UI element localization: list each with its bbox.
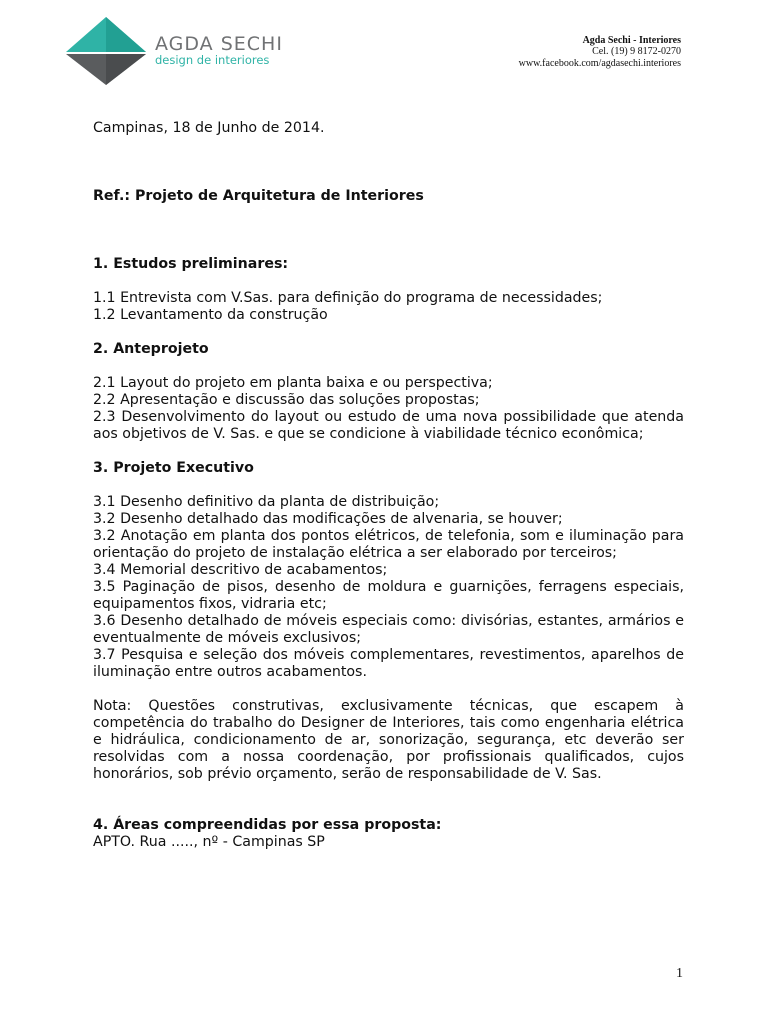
- brand-name: AGDA SECHI: [155, 33, 283, 55]
- document-body: [93, 120, 684, 851]
- section-3-item: 3.7 Pesquisa e seleção dos móveis complementares, revestimentos, aparelhos de iluminação entre outros acabamentos.: [93, 647, 684, 680]
- company-logo: [66, 16, 283, 86]
- section-3-item: 3.6 Desenho detalhado de móveis especiais como: divisórias, estantes, armários e eventualmente de móveis exclusivos;: [93, 613, 684, 646]
- section-3-item: 3.4 Memorial descritivo de acabamentos;: [93, 562, 388, 578]
- section-3-item: 3.5 Paginação de pisos, desenho de moldura e guarnições, ferragens especiais, equipamentos fixos, vidraria etc;: [93, 579, 684, 612]
- note-paragraph: Nota: Questões construtivas, exclusivamente técnicas, que escapem à competência do trabalho do Designer de Interiores, tais como engenharia elétrica e hidráulica, condicionamento de ar, sonorização, segurança, etc deverão ser resolvidas com a nossa coordenação, por profissionais qualificados, cujos honorários, sob prévio orçamento, serão de responsabilidade de V. Sas.: [93, 698, 684, 782]
- section-1-item: 1.1 Entrevista com V.Sas. para definição do programa de necessidades;: [93, 290, 603, 306]
- section-1-item: 1.2 Levantamento da construção: [93, 307, 328, 323]
- contact-block: [519, 35, 681, 69]
- date-line: Campinas, 18 de Junho de 2014.: [93, 120, 325, 136]
- section-3-item: 3.2 Desenho detalhado das modificações de alvenaria, se houver;: [93, 511, 563, 527]
- section-2-item: 2.1 Layout do projeto em planta baixa e ou perspectiva;: [93, 375, 493, 391]
- section-3-item: 3.1 Desenho definitivo da planta de distribuição;: [93, 494, 440, 510]
- section-2-item: 2.2 Apresentação e discussão das soluções propostas;: [93, 392, 480, 408]
- page-number: 1: [676, 966, 683, 981]
- contact-name: Agda Sechi - Interiores: [582, 35, 681, 46]
- brand-tagline: design de interiores: [155, 53, 270, 67]
- section-4-title: 4. Áreas compreendidas por essa proposta:: [93, 817, 442, 833]
- section-3-title: 3. Projeto Executivo: [93, 460, 254, 476]
- section-2-title: 2. Anteprojeto: [93, 341, 209, 357]
- section-4-address: APTO. Rua ....., nº - Campinas SP: [93, 834, 325, 850]
- contact-website: www.facebook.com/agdasechi.interiores: [518, 57, 681, 69]
- diamond-logo-icon: [66, 16, 150, 86]
- section-3-item: 3.2 Anotação em planta dos pontos elétricos, de telefonia, som e iluminação para orientação do projeto de instalação elétrica a ser elaborado por terceiros;: [93, 528, 684, 561]
- section-2-item: 2.3 Desenvolvimento do layout ou estudo de uma nova possibilidade que atenda aos objetivos de V. Sas. e que se condicione à viabilidade técnico econômica;: [93, 409, 684, 442]
- contact-phone: Cel. (19) 9 8172-0270: [592, 46, 681, 57]
- section-1-title: 1. Estudos preliminares:: [93, 256, 289, 272]
- reference-title: Ref.: Projeto de Arquitetura de Interiores: [93, 188, 424, 204]
